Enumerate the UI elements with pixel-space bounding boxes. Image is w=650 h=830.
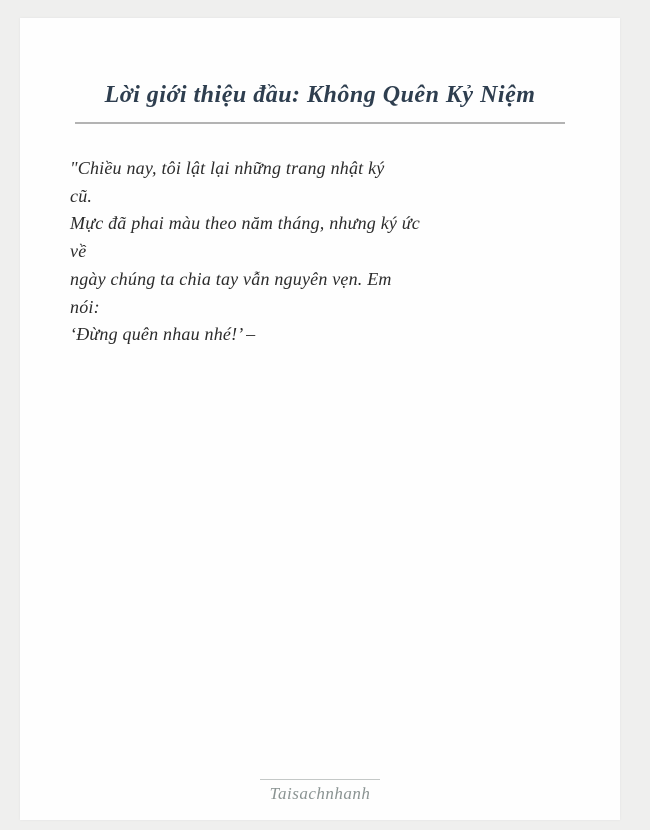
body-line: ngày chúng ta chia tay vẫn nguyên vẹn. Em <box>70 268 392 289</box>
footer-divider <box>260 779 380 780</box>
body-line: "Chiều nay, tôi lật lại những trang nhật ký <box>70 158 385 178</box>
body-line: cũ. <box>70 185 93 206</box>
body-line: ‘Đừng quên nhau nhé!’ – <box>70 324 256 345</box>
document-page <box>20 18 620 820</box>
body-line: về <box>70 241 87 262</box>
page-footer <box>20 779 620 804</box>
body-line: nói: <box>70 296 100 317</box>
body-line: Mực đã phai màu theo năm tháng, nhưng ký ức <box>70 213 420 234</box>
title-divider <box>75 122 565 124</box>
page-title: Lời giới thiệu đầu: Không Quên Kỷ Niệm <box>104 82 536 108</box>
footer-signature: Taisachnhanh <box>269 784 371 803</box>
body-paragraph <box>70 155 570 349</box>
